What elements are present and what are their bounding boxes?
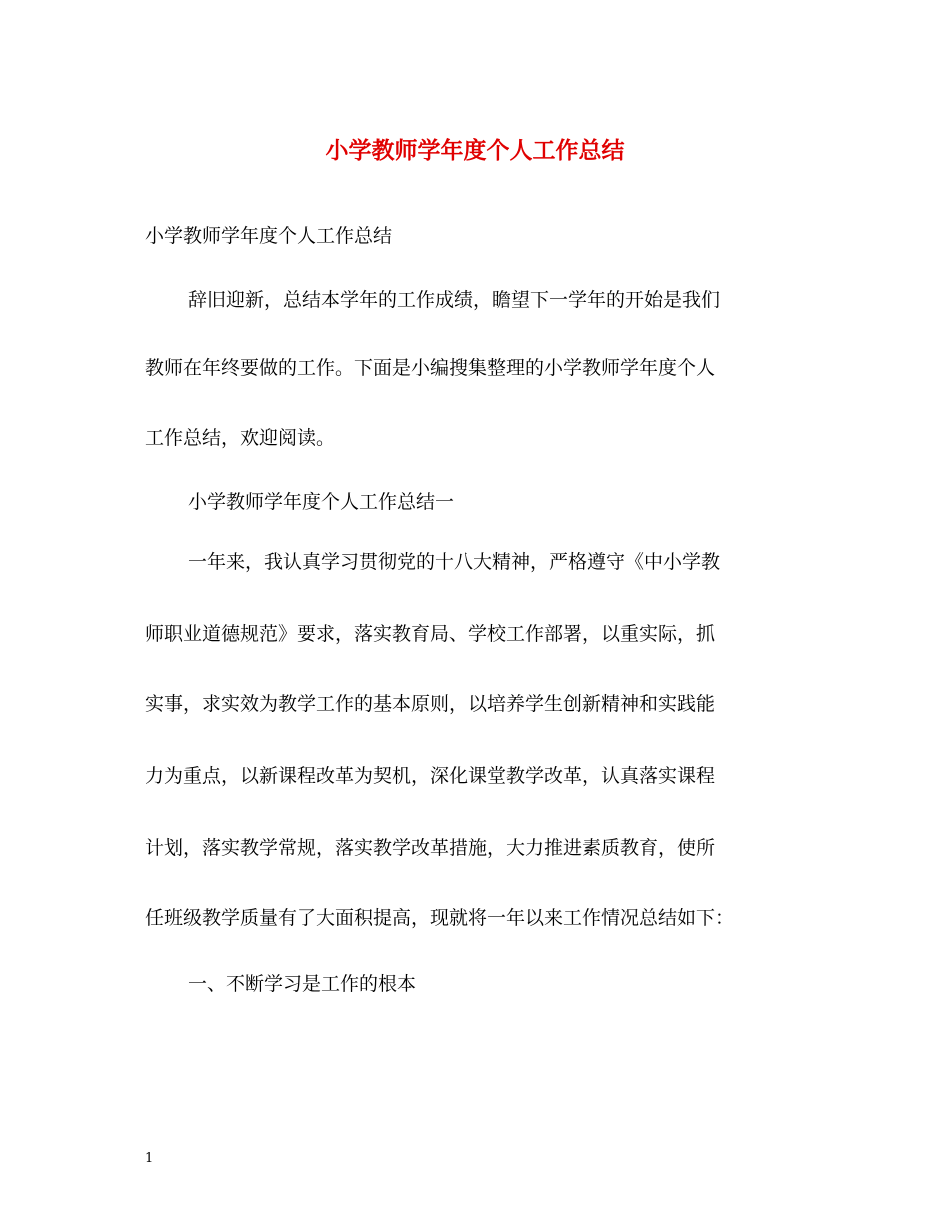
paragraph-line: 辞旧迎新，总结本学年的工作成绩，瞻望下一学年的开始是我们 [188, 289, 721, 311]
subtitle-line: 小学教师学年度个人工作总结 [145, 225, 393, 247]
paragraph-line: 一年来，我认真学习贯彻党的十八大精神，严格遵守《中小学教 [188, 551, 721, 573]
document-title: 小学教师学年度个人工作总结 [325, 137, 625, 164]
paragraph-line: 教师在年终要做的工作。下面是小编搜集整理的小学教师学年度个人 [145, 357, 716, 379]
paragraph-line: 师职业道德规范》要求，落实教育局、学校工作部署，以重实际，抓 [145, 623, 716, 645]
paragraph-line: 力为重点，以新课程改革为契机，深化课堂教学改革，认真落实课程 [145, 765, 716, 787]
section-heading: 一、不断学习是工作的根本 [188, 973, 417, 995]
page-number: 1 [145, 1151, 154, 1166]
paragraph-line: 任班级教学质量有了大面积提高，现就将一年以来工作情况总结如下： [145, 907, 735, 929]
section-heading: 小学教师学年度个人工作总结一 [188, 491, 455, 513]
paragraph-line: 实事，求实效为教学工作的基本原则，以培养学生创新精神和实践能 [145, 693, 716, 715]
paragraph-line: 工作总结，欢迎阅读。 [145, 427, 336, 449]
paragraph-line: 计划，落实教学常规，落实教学改革措施，大力推进素质教育，使所 [145, 837, 716, 859]
